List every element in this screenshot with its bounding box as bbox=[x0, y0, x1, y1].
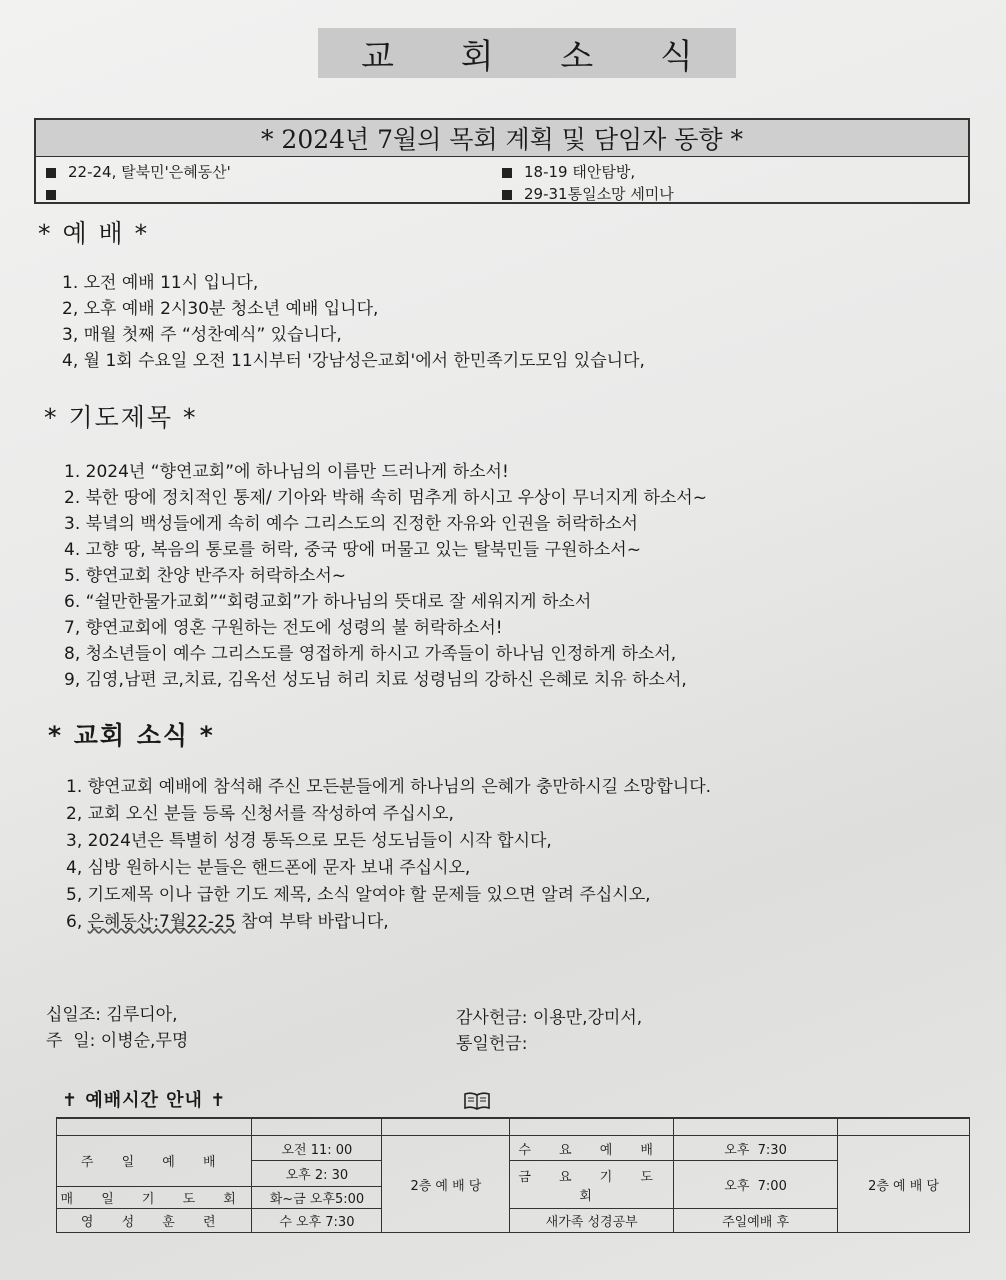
daily-prayer-label: 매 일 기 도 회 bbox=[57, 1186, 252, 1208]
spiritual-training-time: 수 오후 7:30 bbox=[252, 1208, 382, 1232]
list-item: 2, 오후 예배 2시30분 청소년 예배 입니다, bbox=[62, 299, 379, 319]
table-cell bbox=[674, 1118, 838, 1136]
prayer-list bbox=[64, 459, 707, 693]
list-item: 5, 기도제목 이나 급한 기도 제목, 소식 알여야 할 문제들 있으면 알려 주십시오, bbox=[66, 885, 651, 905]
list-item: 1. 오전 예배 11시 입니다, bbox=[62, 273, 259, 293]
table-cell bbox=[57, 1118, 252, 1136]
news-item6-suffix: 참여 부탁 바랍니다, bbox=[235, 912, 389, 932]
list-item: 8, 청소년들이 예수 그리스도를 영접하게 하시고 가족들이 하나님 인정하게 하소서, bbox=[64, 644, 677, 664]
list-item: 6. “쉴만한물가교회”“회령교회”가 하나님의 뜻대로 잘 세워지게 하소서 bbox=[64, 592, 592, 612]
list-item: 9, 김영,남편 코,치료, 김옥선 성도님 허리 치료 성령님의 강하신 은혜로 치유 하소서, bbox=[64, 670, 687, 690]
worship-schedule-table bbox=[56, 1117, 970, 1233]
worship-list bbox=[62, 270, 645, 374]
bible-book-icon bbox=[464, 1092, 490, 1110]
new-family-study-time: 주일예배 후 bbox=[674, 1208, 838, 1232]
list-item: 2. 북한 땅에 정치적인 통제/ 기아와 박해 속히 멈추게 하시고 우상이 무너지게 하소서~ bbox=[64, 488, 707, 508]
sunday-pm-time: 오후 2: 30 bbox=[252, 1161, 382, 1186]
news-item6-highlight: 은혜동산:7월22-25 bbox=[87, 912, 236, 932]
thanks-offering-line: 감사헌금: 이용만,강미서, bbox=[456, 1008, 643, 1028]
spiritual-training-label: 영 성 훈 련 bbox=[57, 1208, 252, 1232]
list-item bbox=[66, 909, 711, 936]
list-item: 3. 북녘의 백성들에게 속히 예수 그리스도의 진정한 자유와 인권을 허락하소서 bbox=[64, 514, 638, 534]
tithe-line: 십일조: 김루디아, bbox=[46, 1005, 178, 1025]
bullet-square-icon bbox=[502, 190, 512, 200]
table-cell bbox=[510, 1118, 674, 1136]
news-list bbox=[66, 774, 711, 936]
schedule-title: ✝ 예배시간 안내 ✝ bbox=[62, 1090, 227, 1111]
sunday-offering-line: 주 일: 이병순,무명 bbox=[46, 1031, 189, 1051]
list-item: 5. 향연교회 찬양 반주자 허락하소서~ bbox=[64, 566, 346, 586]
list-item: 3, 2024년은 특별히 성경 통독으로 모든 성도님들이 시작 합시다, bbox=[66, 831, 552, 851]
ministry-plan-title: * 2024년 7월의 목회 계획 및 담임자 동향 * bbox=[36, 120, 968, 157]
friday-time: 오후 7:00 bbox=[674, 1161, 838, 1208]
list-item: 7, 향연교회에 영혼 구원하는 전도에 성령의 불 허락하소서! bbox=[64, 618, 503, 638]
table-cell bbox=[382, 1118, 510, 1136]
unification-offering-line: 통일헌금: bbox=[456, 1034, 528, 1054]
sunday-am-time: 오전 11: 00 bbox=[252, 1136, 382, 1161]
plan-left-column bbox=[46, 161, 502, 205]
list-item: 3, 매월 첫째 주 “성찬예식” 있습니다, bbox=[62, 325, 342, 345]
list-item: 4. 고향 땅, 복음의 통로를 허락, 중국 땅에 머물고 있는 탈북민들 구원하소서~ bbox=[64, 540, 641, 560]
place-left: 2층 예 배 당 bbox=[382, 1136, 510, 1233]
page-title: 교 회 소 식 bbox=[318, 28, 736, 78]
plan-item: 29-31통일소망 세미나 bbox=[524, 185, 674, 203]
ministry-plan-box bbox=[34, 118, 970, 204]
news-section-title: * 교회 소식 * bbox=[48, 721, 215, 750]
bullet-square-icon bbox=[46, 168, 56, 178]
daily-prayer-time: 화~금 오후5:00 bbox=[252, 1186, 382, 1208]
news-item6-prefix: 6, bbox=[66, 912, 88, 932]
list-item: 1. 향연교회 예배에 참석해 주신 모든분들에게 하나님의 은혜가 충만하시길 소망합니다. bbox=[66, 777, 712, 797]
table-cell bbox=[838, 1118, 970, 1136]
table-cell bbox=[252, 1118, 382, 1136]
prayer-section-title: * 기도제목 * bbox=[44, 403, 198, 432]
worship-section-title: * 예 배 * bbox=[38, 219, 150, 248]
bullet-square-icon bbox=[502, 168, 512, 178]
plan-item: 18-19 태안탐방, bbox=[524, 163, 636, 181]
plan-right-column bbox=[502, 161, 958, 205]
new-family-study-label: 새가족 성경공부 bbox=[510, 1208, 674, 1232]
bullet-square-icon bbox=[46, 190, 56, 200]
wednesday-worship-label: 수 요 예 배 bbox=[510, 1136, 674, 1161]
list-item: 1. 2024년 “향연교회”에 하나님의 이름만 드러나게 하소서! bbox=[64, 462, 509, 482]
list-item: 2, 교회 오신 분들 등록 신청서를 작성하여 주십시오, bbox=[66, 804, 454, 824]
friday-prayer-label: 금 요 기 도 회 bbox=[510, 1161, 674, 1208]
sunday-worship-label: 주 일 예 배 bbox=[57, 1136, 252, 1186]
wednesday-time: 오후 7:30 bbox=[674, 1136, 838, 1161]
list-item: 4, 심방 원하시는 분들은 핸드폰에 문자 보내 주십시오, bbox=[66, 858, 471, 878]
place-right: 2층 예 배 당 bbox=[838, 1136, 970, 1233]
plan-item: 22-24, 탈북민'은혜동산' bbox=[68, 163, 231, 181]
list-item: 4, 월 1회 수요일 오전 11시부터 '강남성은교회'에서 한민족기도모임 있습니다, bbox=[62, 351, 645, 371]
